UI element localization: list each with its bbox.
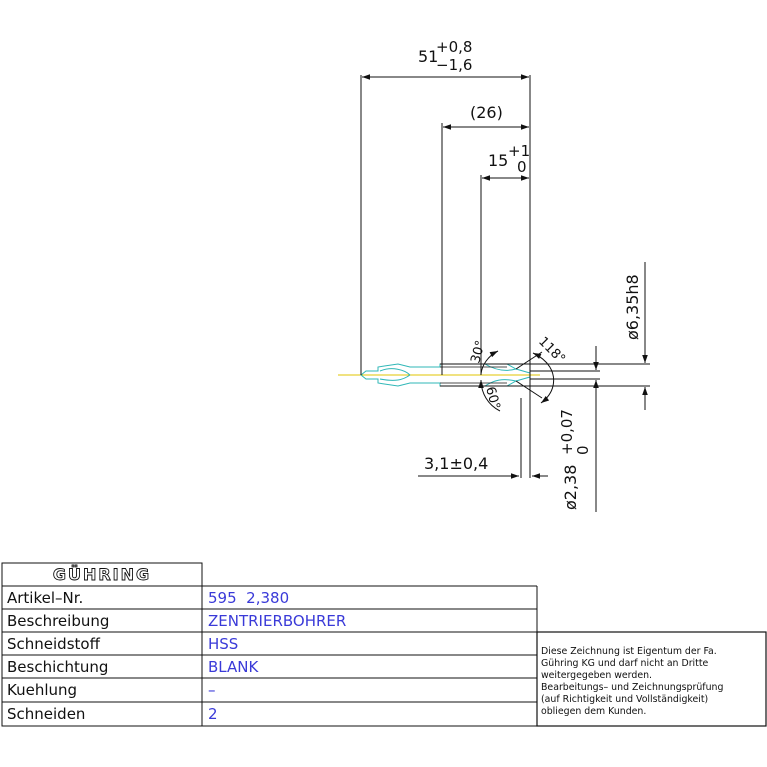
row-value-schneidstoff: HSS xyxy=(208,635,239,653)
dim-pilot-diameter: ø2,38 xyxy=(561,464,580,510)
drill-part xyxy=(338,364,540,386)
notice-line: Gühring KG und darf nicht an Dritte xyxy=(541,658,709,669)
row-value-artikel: 595 2,380 xyxy=(208,589,290,607)
dim-angle-60: 60° xyxy=(482,385,503,412)
row-label-schneidstoff: Schneidstoff xyxy=(7,635,100,653)
dimensions xyxy=(361,75,650,512)
dim-overall-tol-lower: −1,6 xyxy=(436,56,473,74)
row-value-kuehlung: – xyxy=(208,681,216,699)
dim-flute-tol-lower: 0 xyxy=(517,158,527,176)
notice-line: (auf Richtigkeit und Vollständigkeit) xyxy=(541,694,709,705)
row-value-beschichtung: BLANK xyxy=(208,658,259,676)
notice-line: weitergegeben werden. xyxy=(541,670,653,681)
dim-overall-tol-upper: +0,8 xyxy=(436,38,473,56)
row-value-beschreibung: ZENTRIERBOHRER xyxy=(208,612,347,630)
row-value-schneiden: 2 xyxy=(208,705,218,723)
dim-pilot-tol-upper: +0,07 xyxy=(558,409,576,455)
guehring-logo: GÜHRING xyxy=(52,565,152,584)
dim-pilot-tol-lower: 0 xyxy=(574,445,592,455)
dim-overall-value: 51 xyxy=(418,47,439,66)
dim-shank-diameter: ø6,35h8 xyxy=(623,274,642,340)
dim-flute-value: 15 xyxy=(488,151,509,170)
notice-line: Bearbeitungs– und Zeichnungsprüfung xyxy=(541,682,724,693)
dim-flute-tol-upper: +1 xyxy=(508,142,531,160)
row-label-kuehlung: Kuehlung xyxy=(7,681,78,699)
notice-line: Diese Zeichnung ist Eigentum der Fa. xyxy=(541,646,717,657)
dim-tip-value: 3,1±0,4 xyxy=(424,454,489,473)
angle-arc-118 xyxy=(533,353,554,403)
row-label-artikel: Artikel–Nr. xyxy=(7,589,84,607)
dim-ref-value: (26) xyxy=(470,103,503,122)
notice-line: obliegen dem Kunden. xyxy=(541,706,647,717)
dim-angle-30: 30° xyxy=(468,338,489,366)
row-label-beschichtung: Beschichtung xyxy=(7,658,109,676)
dim-angle-118: 118° xyxy=(535,334,568,367)
row-label-beschreibung: Beschreibung xyxy=(7,612,110,630)
row-label-schneiden: Schneiden xyxy=(7,705,86,723)
title-block xyxy=(2,563,766,726)
